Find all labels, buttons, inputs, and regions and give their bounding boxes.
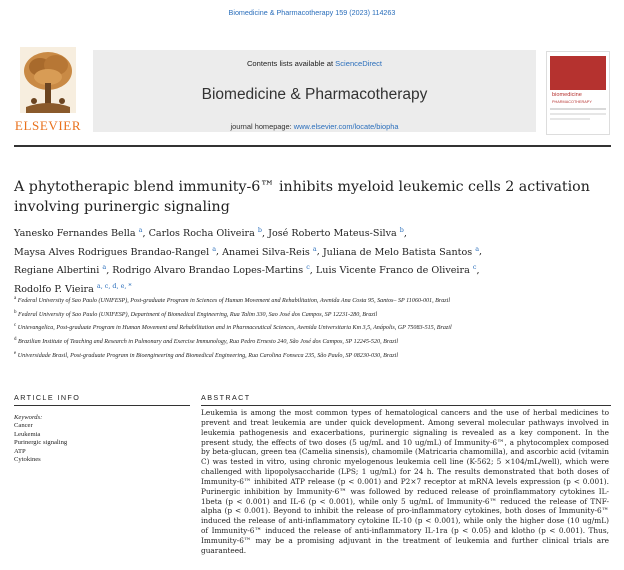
author[interactable]: Carlos Rocha Oliveira $^b$ [148,226,262,240]
author[interactable]: Luis Vicente Franco de Oliveira $^c$ [315,262,477,277]
abstract-rule [201,405,611,406]
author[interactable]: Maysa Alves Rodrigues Brandao-Rangel $^a$ [14,244,217,258]
contents-available-line [93,59,536,68]
journal-title: Biomedicine & Pharmacotherapy [201,86,428,103]
cover-title-line2: PHARMACOTHERAPY [552,100,592,104]
homepage-prefix: journal homepage: [230,122,294,131]
affiliation-item: $^d$ Brazilian Institute of Teaching and Research in Pulmonary and Exercise Immunology, Rua Pedro Ernesto 240, São José dos Campos, SP 12245-520, Brazil [14,336,399,345]
author[interactable]: José Roberto Mateus-Silva $^b$ [268,226,404,240]
sciencedirect-link[interactable]: ScienceDirect [335,59,383,68]
abstract-text: Leukemia is among the most common types of hematological cancers and the use of herbal medicines to prevent and treat leukemia are under quick development. Among several molecular pathways involved in leukemia pathogenesis and exacerbations, purinergic signaling is revealed as a key component. In the present study, the effects of two doses (5 ug/mL and 10 ug/mL) of Immunity-6™, a phytocomplex composed by beta-glucan, green tea (Camelia sinensis), chamomile (Matricaria chamomilla), and ascorbic acid (vitamin C) was tested in vitro, using chronic myelogenous leukemia cell line (K-562; 5 ×104/mL/well), which were challenged with lipopolysaccharide (LPS; 1 ug/mL) for 24 h. The results demonstrated that both doses of Immunity-6™ inhibited ATP release (p < 0.001) and P2×7 receptor at mRNA levels expression (p < 0.001). Purinergic inhibition by Immunity-6™ was followed by reduced release of proinflammatory cytokines IL-1beta (p < 0.001) and IL-6 (p < 0.001), while only 5 ug/mL of Immunity-6™ reduced the release of TNF-alpha (p < 0.001). Beyond to inhibit the release of pro-inflammatory cytokines, both doses of Immunity-6™ induced the release of anti-inflammatory cytokine IL-10 (p < 0.001), while only the higher dose (10 ug/mL) of Immunity-6™ induced the release of anti-inflammatory IL-1ra (p < 0.05) and klotho (p < 0.001). Thus, Immunity-6™ may be a promising adjuvant in the treatment of leukemia and further clinical trials are guaranteed. [201,408,609,555]
keyword-item: Cytokines [14,456,41,464]
journal-cover-thumbnail[interactable] [546,51,610,135]
affiliations-list [14,295,614,363]
author[interactable]: Rodolfo P. Vieira $^{a, c, d, e, *}$ [14,281,132,295]
article-title: A phytotherapic blend immunity-6™ inhibits myeloid leukemic cells 2 activation involving purinergic signaling [14,179,590,215]
abstract-heading: ABSTRACT [201,393,251,402]
elsevier-tree-icon [20,47,76,113]
contents-prefix: Contents lists available at [246,59,336,68]
keywords-heading: Keywords: [14,414,43,421]
author[interactable]: Anamei Silva-Reis $^a$ [222,244,317,258]
elsevier-wordmark: ELSEVIER [14,118,82,133]
cover-title-line1: biomedicine [552,92,582,98]
affiliation-item: $^c$ Unievangelica, Post-graduate Program in Human Movement and Rehabilitation and in Pharmaceutical Sciences, Avenida Universitaria Km 3,5, Anápolis, GP 75083-515, Brazil [14,323,452,332]
author[interactable]: Rodrigo Alvaro Brandao Lopes-Martins $^c$ [112,262,310,277]
keywords-list [14,422,67,465]
keyword-item: ATP [14,447,26,455]
author-list: Yanesko Fernandes Bella $^a$, Carlos Rocha Oliveira $^b$, José Roberto Mateus-Silva $^b$, Maysa Alves Rodrigues Brandao-Rangel $^a$, Anamei Silva-Reis $^a$, Juliana de Melo Batista Santos $^a$, Regiane Albertini $^a$, Rodrigo Alvaro Brandao Lopes-Martins $^c$, Luis Vicente Franco de Oliveira $^c$, Rodolfo P. Vieira $^{a, c, d, e, *}$ [14,226,483,295]
author[interactable]: Yanesko Fernandes Bella $^a$ [14,226,143,240]
journal-reference-link[interactable]: Biomedicine & Pharmacotherapy 159 (2023) 114263 [228,8,396,17]
masthead-center-band [93,50,536,132]
article-info-rule [14,405,190,406]
article-info-heading: ARTICLE INFO [14,393,81,402]
journal-cover-art [547,52,609,134]
keyword-item: Purinergic signaling [14,439,68,447]
journal-masthead [14,45,611,136]
elsevier-logo[interactable] [14,45,82,136]
keyword-item: Cancer [14,422,33,429]
journal-homepage-link[interactable]: www.elsevier.com/locate/biopha [293,122,399,131]
journal-homepage-line [93,122,536,131]
author[interactable]: Juliana de Melo Batista Santos $^a$ [322,244,480,258]
affiliation-item: $^b$ Federal University of Sao Paulo (UNIFESP), Department of Biomedical Engineering, Rua Talim 330, Sao José dos Campos, SP 12231-280, Brazil [14,309,378,318]
affiliation-item: $^a$ Federal University of Sao Paulo (UNIFESP), Post-graduate Program in Sciences of Human Movement and Rehabilitation, Avenida Ana Costa 95, Santos– SP 11060-001, Brazil [14,296,451,305]
keyword-item: Leukemia [14,430,41,438]
masthead-divider [14,145,611,147]
author[interactable]: Regiane Albertini $^a$ [14,262,107,277]
affiliation-item: $^e$ Universidade Brasil, Post-graduate Program in Bioengineering and Biomedical Engineering, Rua Carolina Fonseca 235, São Paulo, SP 08230-030, Brazil [14,350,399,359]
